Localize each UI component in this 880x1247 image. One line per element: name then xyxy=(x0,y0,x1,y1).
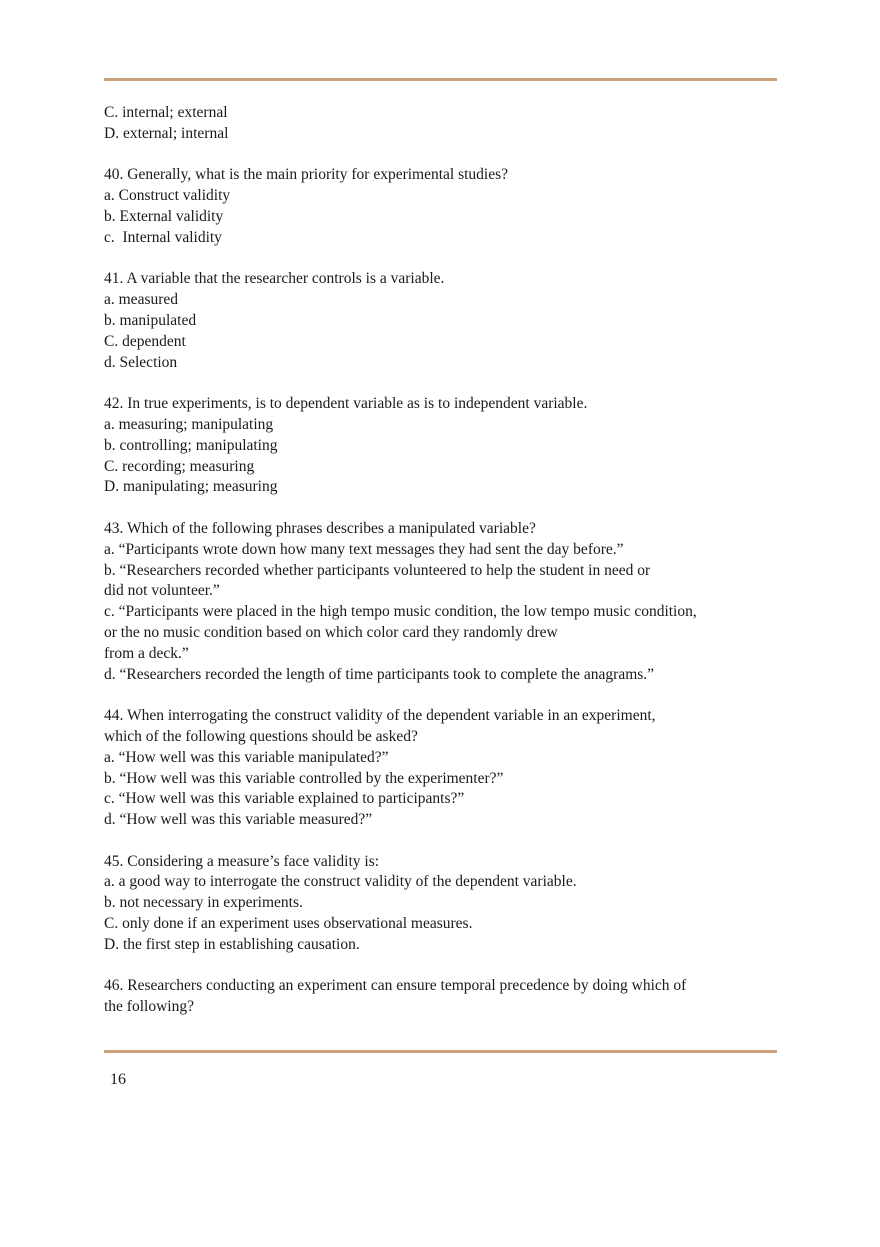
page-content xyxy=(104,103,784,1018)
option-text: b. not necessary in experiments. xyxy=(104,894,303,912)
option-text: c. “How well was this variable explained to participants?” xyxy=(104,790,465,808)
option-text: c. “Participants were placed in the high tempo music condition, the low tempo music condition, xyxy=(104,603,697,621)
question-46 xyxy=(104,976,784,1018)
question-text: 46. Researchers conducting an experiment can ensure temporal precedence by doing which of xyxy=(104,977,687,995)
option-text: a. “Participants wrote down how many text messages they had sent the day before.” xyxy=(104,540,624,558)
option-text: a. a good way to interrogate the construct validity of the dependent variable. xyxy=(104,873,577,891)
option-text: d. “How well was this variable measured?” xyxy=(104,811,373,829)
option-text: a. measured xyxy=(104,291,179,309)
option-text: C. dependent xyxy=(104,332,186,350)
question-45 xyxy=(104,852,784,956)
previous-question-options xyxy=(104,103,784,145)
option-text: a. measuring; manipulating xyxy=(104,415,274,433)
option-text: a. “How well was this variable manipulated?” xyxy=(104,748,389,766)
question-41 xyxy=(104,269,784,373)
option-text: D. external; internal xyxy=(104,124,229,142)
question-43 xyxy=(104,519,784,685)
option-text: b. External validity xyxy=(104,207,224,225)
question-42 xyxy=(104,394,784,498)
question-text: 42. In true experiments, is to dependent variable as is to independent variable. xyxy=(104,395,588,413)
option-text: b. “How well was this variable controlled by the experimenter?” xyxy=(104,769,504,787)
option-text: c. Internal validity xyxy=(104,228,222,246)
option-text: b. “Researchers recorded whether participants volunteered to help the student in need or xyxy=(104,561,651,579)
option-text: or the no music condition based on which color card they randomly drew xyxy=(104,623,558,641)
option-text: D. the first step in establishing causation. xyxy=(104,935,360,953)
question-text: 44. When interrogating the construct validity of the dependent variable in an experiment, xyxy=(104,707,656,725)
question-text: 45. Considering a measure’s face validity is: xyxy=(104,852,380,870)
bottom-divider xyxy=(104,1050,777,1053)
option-text: a. Construct validity xyxy=(104,187,231,205)
question-text: 40. Generally, what is the main priority for experimental studies? xyxy=(104,166,509,184)
question-44 xyxy=(104,706,784,831)
question-text: which of the following questions should be asked? xyxy=(104,727,418,745)
option-text: from a deck.” xyxy=(104,644,189,662)
option-text: did not volunteer.” xyxy=(104,582,220,600)
top-divider xyxy=(104,78,777,81)
page-number: 16 xyxy=(110,1071,126,1088)
option-text: d. Selection xyxy=(104,353,178,371)
option-text: C. internal; external xyxy=(104,104,228,121)
option-text: C. recording; measuring xyxy=(104,457,255,475)
option-text: b. manipulated xyxy=(104,311,197,329)
option-text: d. “Researchers recorded the length of time participants took to complete the anagrams.” xyxy=(104,665,655,683)
question-40 xyxy=(104,165,784,248)
question-text: 43. Which of the following phrases describes a manipulated variable? xyxy=(104,519,536,537)
option-text: D. manipulating; measuring xyxy=(104,478,278,496)
question-text: 41. A variable that the researcher controls is a variable. xyxy=(104,270,445,288)
option-text: b. controlling; manipulating xyxy=(104,436,278,454)
option-text: C. only done if an experiment uses observational measures. xyxy=(104,915,473,933)
question-text: the following? xyxy=(104,998,194,1016)
